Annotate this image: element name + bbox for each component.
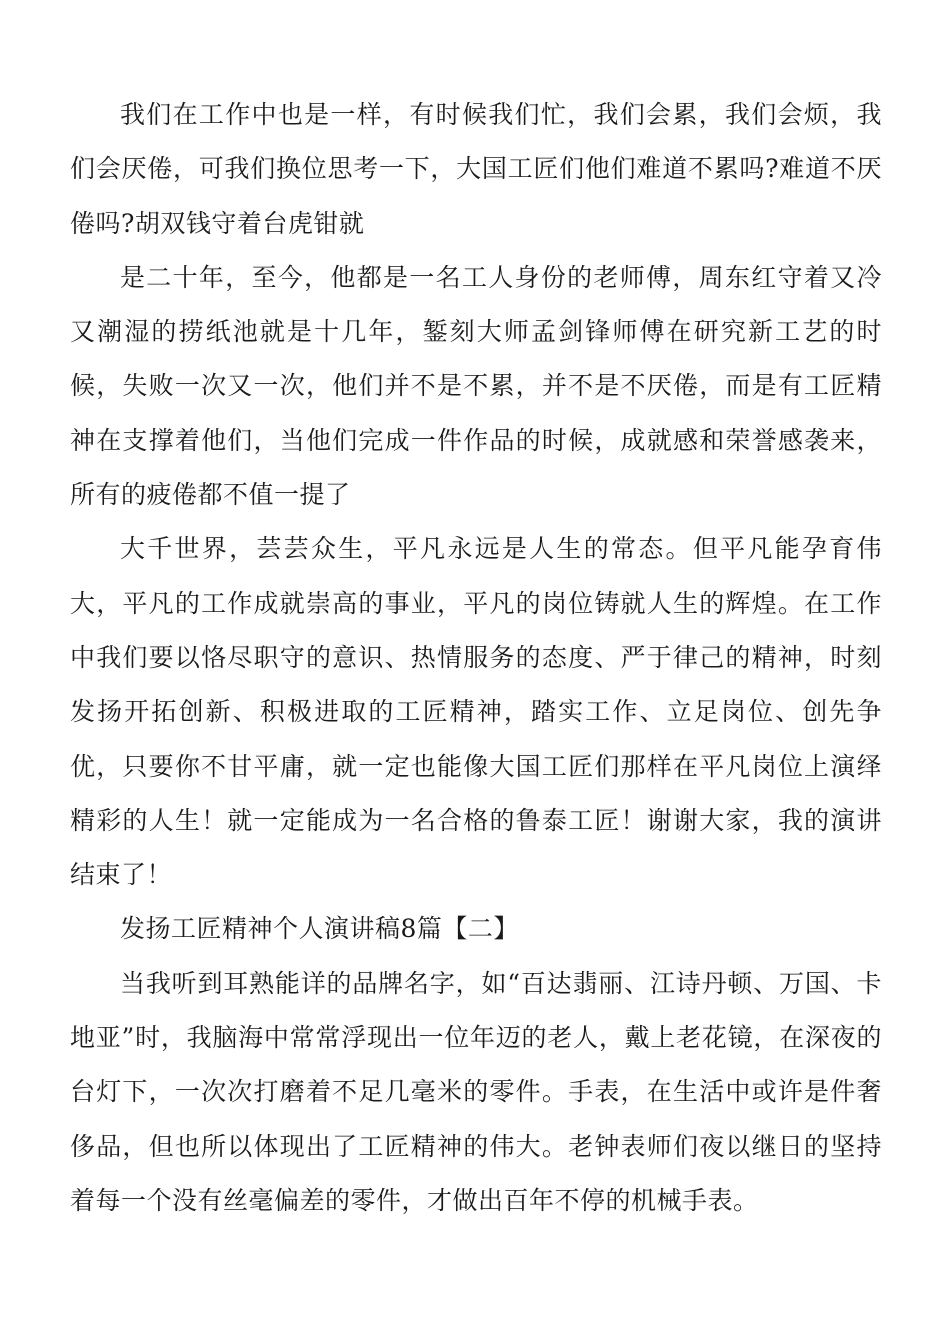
paragraph-4: 当我听到耳熟能详的品牌名字，如“百达翡丽、江诗丹顿、万国、卡地亚”时，我脑海中常常浮现出一位年迈的老人，戴上老花镜，在深夜的台灯下，一次次打磨着不足几毫米的零件。手表，在生活中或许是件奢侈品，但也所以体现出了工匠精神的伟大。老钟表师们夜以继日的坚持着每一个没有丝毫偏差的零件，才做出百年不停的机械手表。: [70, 968, 882, 1215]
paragraph-2: 是二十年，至今，他都是一名工人身份的老师傅，周东红守着又冷又潮湿的捞纸池就是十几年，錾刻大师孟剑锋师傅在研究新工艺的时候，失败一次又一次，他们并不是不累，并不是不厌倦，而是有工匠精神在支撑着他们，当他们完成一件作品的时候，成就感和荣誉感袭来，所有的疲倦都不值一提了: [70, 262, 882, 510]
section-heading: 发扬工匠精神个人演讲稿8篇【二】: [120, 914, 519, 944]
paragraph-3: 大千世界，芸芸众生，平凡永远是人生的常态。但平凡能孕育伟大，平凡的工作成就崇高的事业，平凡的岗位铸就人生的辉煌。在工作中我们要以恪尽职守的意识、热情服务的态度、严于律己的精神，时刻发扬开拓创新、积极进取的工匠精神，踏实工作、立足岗位、创先争优，只要你不甘平庸，就一定也能像大国工匠们那样在平凡岗位上演绎精彩的人生！就一定能成为一名合格的鲁泰工匠！谢谢大家，我的演讲结束了！: [70, 534, 882, 890]
document-body: [70, 88, 882, 1228]
paragraph-1: 我们在工作中也是一样，有时候我们忙，我们会累，我们会烦，我们会厌倦，可我们换位思考一下，大国工匠们他们难道不累吗?难道不厌倦吗?胡双钱守着台虎钳就: [70, 100, 882, 238]
